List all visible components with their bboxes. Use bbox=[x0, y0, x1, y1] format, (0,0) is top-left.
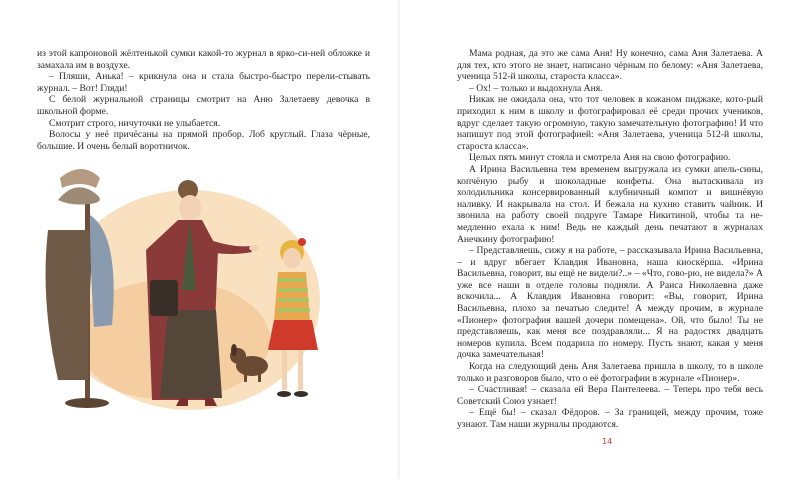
paragraph: – Пляши, Анька! – крикнула она и стала быстро-быстро перели-стывать журнал. – Вот! Гляди! bbox=[37, 71, 370, 94]
right-page bbox=[400, 0, 800, 479]
illustration bbox=[30, 160, 330, 420]
paragraph: Никак не ожидала она, что тот человек в кожаном пиджаке, кото-рый приходил к ним в школу и фотографировал её среди прочих учеников, вдруг сделает такую огромную, такую замечательную фотографию! И что напишут под этой фотографией: «Аня Залетаева, ученица 512-й школы, староста класса». bbox=[457, 94, 763, 152]
paragraph: С белой журнальной страницы смотрит на Аню Залетаеву девочка в школьной форме. bbox=[37, 94, 370, 117]
right-page-text bbox=[457, 48, 763, 431]
paragraph: – Ох! – только и выдохнула Аня. bbox=[469, 82, 603, 94]
page-number: 14 bbox=[602, 437, 613, 446]
paragraph: Волосы у неё причёсаны на прямой пробор. Лоб круглый. Глаза чёрные, большие. И очень белый воротничок. bbox=[37, 129, 370, 152]
paragraph: – Представляешь, сижу я на работе, – рассказывала Ирина Васильевна, – и вдруг вбегает Клавдия Ивановна, наша киоскёрша. «Ирина Васильевна, говорит, вы ещё не видели?..» – «Что, гово-рю, не видела?» А уже все наши в отделе головы подняли. А Раиса Николаевна даже вскочила... А Клавдия Ивановна говорит: «Вы, говорит, Ирина Васильевна, плохо за печатью следите! А между прочим, в журнале «Пионер» фотография вашей дочери помещена». Ой, что было! Ты не представляешь, как меня все поздравляли... Я на радостях двадцать номеров купила. Всем подарила по номеру. Пусть знают, какая у меня дочка замечательная! bbox=[457, 245, 763, 361]
paragraph: Когда на следующий день Аня Залетаева пришла в школу, то в школе только и разговоров было, что о её фотографии в журнале «Пионер». bbox=[457, 361, 763, 384]
paragraph: Смотрит строго, ничуточки не улыбается. bbox=[49, 117, 221, 129]
paragraph: Мама родная, да это же сама Аня! Ну конечно, сама Аня Залетаева. А для тех, кто этого не знает, написано чёрным по белому: «Аня Залетаева, ученица 512-й школы, староста класса». bbox=[457, 48, 763, 83]
paragraph: из этой капроновой жёлтенькой сумки какой-то журнал в ярко-си-ней обложке и замахала им в воздухе. bbox=[37, 48, 370, 71]
paragraph: А Ирина Васильевна тем временем выгружала из сумки апель-сины, копчёную рыбу и шоколадные конфеты. Она вытаскивала из холодильника консервированный клубничный компот и вишнёвую наливку. И накрывала на стол. И бежала на кухню ставить чайник. И звонила на работу своей подруге Тамаре Никитиной, чтобы та не-медленно ехала к ним! Ведь не каждый день печатают в журналах Анечкину фотографию! bbox=[457, 163, 763, 245]
paragraph: Целых пять минут стояла и смотрела Аня на свою фотографию. bbox=[469, 152, 731, 164]
left-page-text bbox=[37, 48, 370, 152]
paragraph: – Счастливая! – сказала ей Вера Пантелеева. – Теперь про тебя весь Советский Союз узнает! bbox=[457, 384, 763, 407]
paragraph: – Ещё бы! – сказал Фёдоров. – За границей, между прочим, тоже узнают. Там наши журналы продаются. bbox=[457, 407, 763, 430]
